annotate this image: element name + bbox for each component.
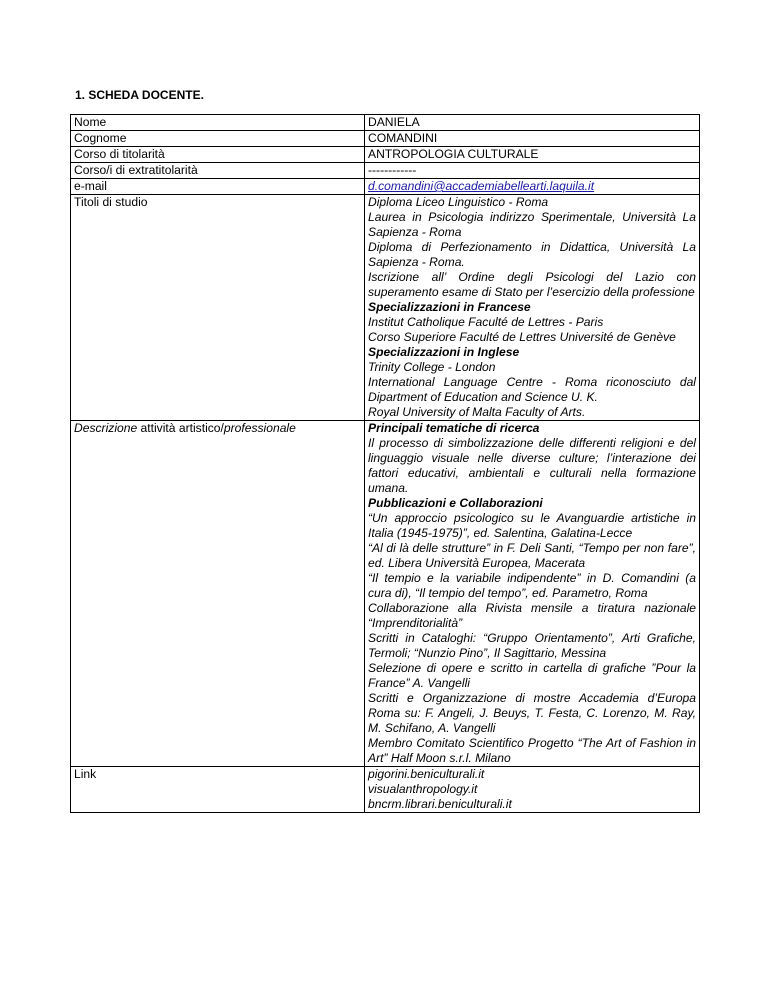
value-descrizione <box>365 421 700 767</box>
table-row <box>71 131 700 147</box>
label-cognome: Cognome <box>71 131 365 147</box>
email-link[interactable]: d.comandini@accademiabellearti.laquila.it <box>368 179 595 193</box>
teacher-info-table <box>70 114 700 813</box>
titoli-line: Laurea in Psicologia indirizzo Sperimentale, Università La Sapienza - Roma <box>368 210 696 239</box>
descrizione-subheading: Pubblicazioni e Collaborazioni <box>368 496 543 510</box>
label-link: Link <box>71 767 365 813</box>
table-row <box>71 147 700 163</box>
titoli-line: International Language Centre - Roma riconosciuto dal Dipartment of Education and Science U. K. <box>368 375 696 404</box>
table-row <box>71 421 700 767</box>
titoli-line: Royal University of Malta Faculty of Arts. <box>368 405 586 419</box>
label-corso: Corso di titolarità <box>71 147 365 163</box>
titoli-line: Iscrizione all’ Ordine degli Psicologi del Lazio con superamento esame di Stato per l’esercizio della professione <box>368 270 696 299</box>
label-nome: Nome <box>71 115 365 131</box>
table-row <box>71 163 700 179</box>
titoli-subheading: Specializzazioni in Francese <box>368 300 531 314</box>
table-row <box>71 179 700 195</box>
descrizione-line: Membro Comitato Scientifico Progetto “The Art of Fashion in Art” Half Moon s.r.l. Milano <box>368 736 696 765</box>
descrizione-line: Scritti in Cataloghi: “Gruppo Orientamento”, Arti Grafiche, Termoli; “Nunzio Pino”, Il Sagittario, Messina <box>368 631 696 660</box>
label-descrizione <box>71 421 365 767</box>
page-heading: 1. SCHEDA DOCENTE. <box>75 88 204 102</box>
label-titoli: Titoli di studio <box>71 195 365 421</box>
link-url[interactable]: visualanthropology.it <box>368 782 478 796</box>
label-descrizione-part: professionale <box>223 421 296 435</box>
link-url[interactable]: bncrm.librari.beniculturali.it <box>368 797 512 811</box>
link-url[interactable]: pigorini.beniculturali.it <box>368 767 485 781</box>
titoli-line: Corso Superiore Faculté de Lettres Université de Genève <box>368 330 676 344</box>
titoli-line: Diploma Liceo Linguistico - Roma <box>368 195 549 209</box>
label-extratitolarita: Corso/i di extratitolarità <box>71 163 365 179</box>
label-descrizione-part: attività artistico/ <box>137 421 224 435</box>
titoli-subheading: Specializzazioni in Inglese <box>368 345 520 359</box>
descrizione-line: Il processo di simbolizzazione delle differenti religioni e del linguaggio visuale nelle diverse culture; l’interazione dei fattori educativi, ambientali e culturali nella formazione umana. <box>368 436 696 495</box>
label-descrizione-part: Descrizione <box>74 421 138 435</box>
titoli-line: Institut Catholique Faculté de Lettres - Paris <box>368 315 604 329</box>
value-nome: DANIELA <box>365 115 700 131</box>
descrizione-line: “Il tempio e la variabile indipendente” in D. Comandini (a cura di), “Il tempio del tempo”, ed. Parametro, Roma <box>368 571 696 600</box>
value-corso: ANTROPOLOGIA CULTURALE <box>365 147 700 163</box>
descrizione-line: “Un approccio psicologico su le Avanguardie artistiche in Italia (1945-1975)”, ed. Salentina, Galatina-Lecce <box>368 511 696 540</box>
table-row <box>71 115 700 131</box>
value-titoli <box>365 195 700 421</box>
titoli-line: Trinity College - London <box>368 360 496 374</box>
descrizione-line: Selezione di opere e scritto in cartella di grafiche ”Pour la France” A. Vangelli <box>368 661 696 690</box>
value-extratitolarita: ------------ <box>365 163 700 179</box>
value-cognome: COMANDINI <box>365 131 700 147</box>
titoli-line: Diploma di Perfezionamento in Didattica, Università La Sapienza - Roma. <box>368 240 696 269</box>
descrizione-line: “Al di là delle strutture” in F. Deli Santi, “Tempo per non fare”, ed. Libera Università Europea, Macerata <box>368 541 696 570</box>
table-row <box>71 767 700 813</box>
value-link <box>365 767 700 813</box>
label-email: e-mail <box>71 179 365 195</box>
descrizione-line: Collaborazione alla Rivista mensile a tiratura nazionale “Imprenditorialità” <box>368 601 696 630</box>
table-row <box>71 195 700 421</box>
descrizione-line: Scritti e Organizzazione di mostre Accademia d’Europa Roma su: F. Angeli, J. Beuys, T. Festa, C. Lorenzo, M. Ray, M. Schifano, A. Vangelli <box>368 691 696 735</box>
descrizione-subheading: Principali tematiche di ricerca <box>368 421 540 435</box>
